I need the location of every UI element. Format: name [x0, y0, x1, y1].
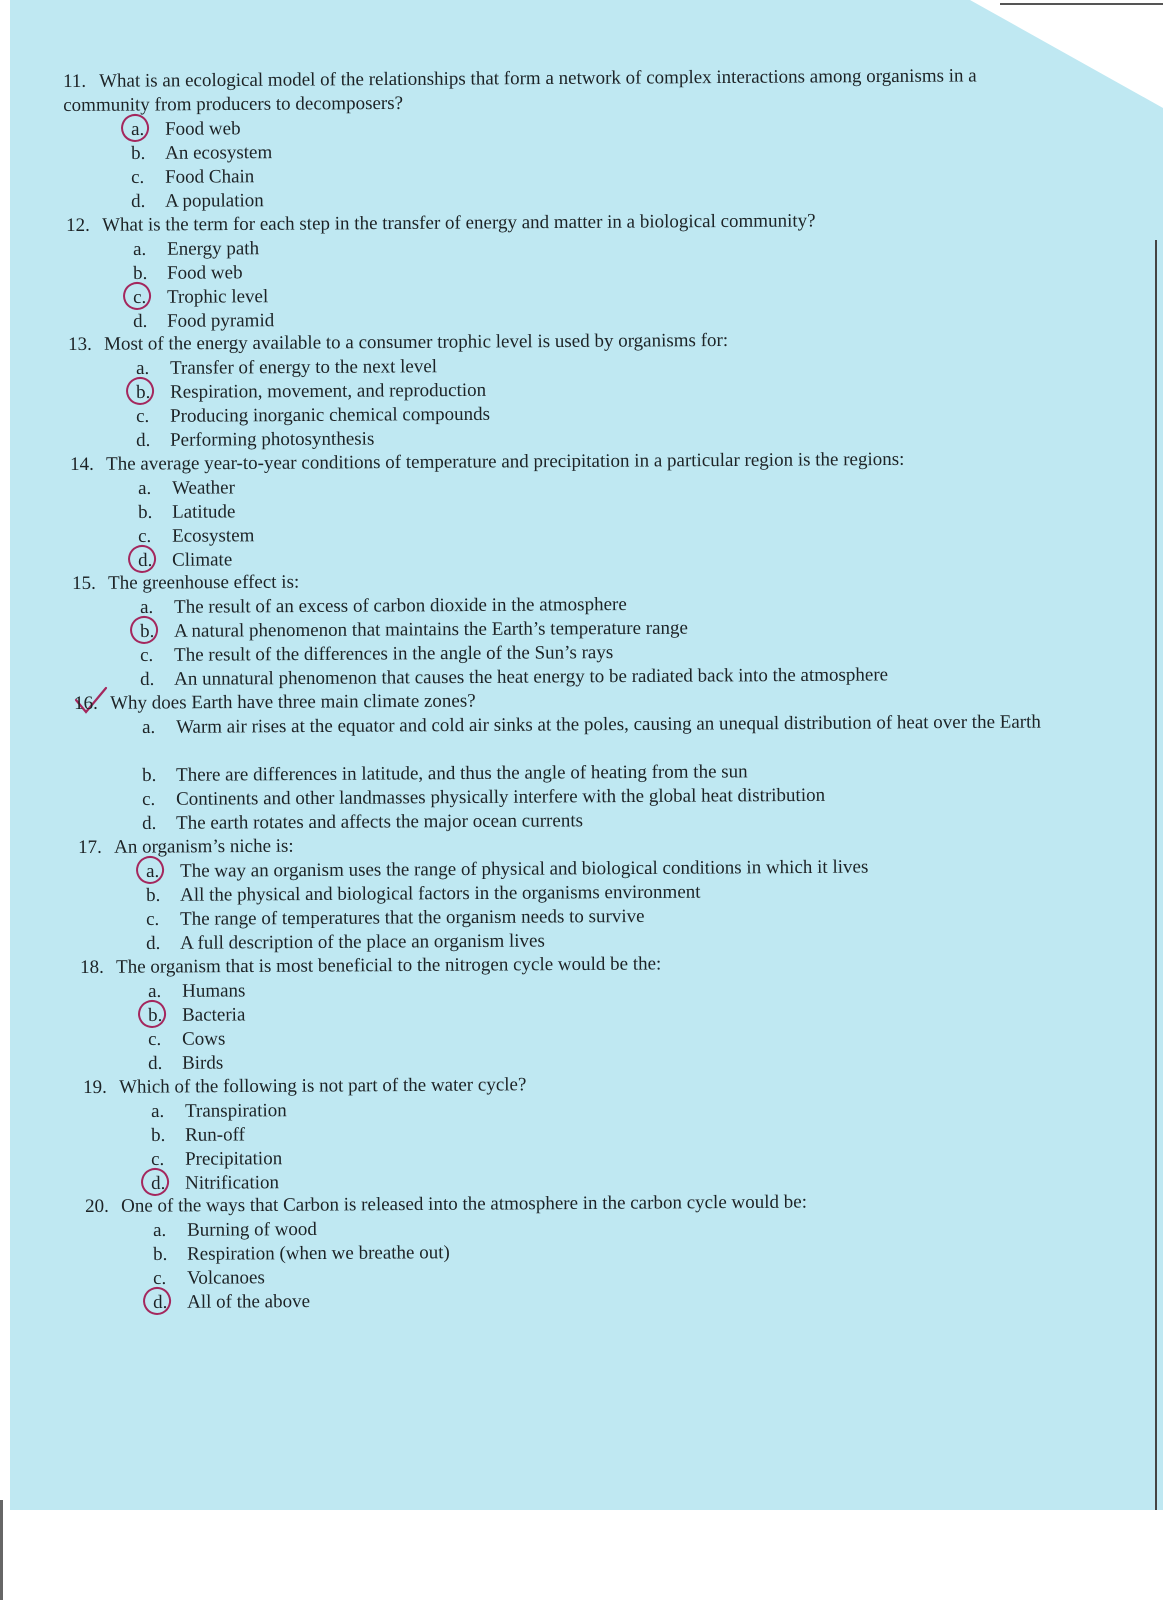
option-text: Run-off: [185, 1124, 245, 1146]
option-letter: a.: [136, 357, 150, 379]
option-text: An unnatural phenomenon that causes the heat energy to be radiated back into the atmosphere: [174, 664, 889, 690]
option-17d: [146, 930, 545, 956]
question-16: [74, 690, 476, 716]
question-text: One of the ways that Carbon is released into the atmosphere in the carbon cycle would be:: [121, 1191, 808, 1217]
option-19a: [151, 1099, 287, 1124]
scan-edge: [1000, 3, 1163, 5]
option-text: Precipitation: [185, 1148, 283, 1170]
option-text: Volcanoes: [187, 1267, 265, 1289]
option-letter: a.: [133, 238, 147, 260]
option-letter: a.: [142, 716, 156, 738]
option-text: All of the above: [187, 1291, 311, 1313]
option-text: Ecosystem: [172, 525, 255, 547]
option-text: The range of temperatures that the organism needs to survive: [180, 905, 645, 930]
question-text-continued: community from producers to decomposers?: [63, 92, 404, 116]
question-number: 11.: [63, 70, 87, 92]
option-18a: [148, 979, 245, 1004]
option-18d: [148, 1052, 223, 1076]
option-text: Respiration, movement, and reproduction: [170, 379, 487, 403]
question-15: [72, 571, 299, 596]
question-20: [85, 1191, 807, 1219]
option-15a: [140, 593, 627, 620]
option-13b: [136, 379, 486, 405]
option-letter: d.: [151, 1172, 166, 1194]
option-letter: a.: [140, 596, 154, 618]
option-13c: [136, 403, 490, 429]
question-18: [80, 952, 661, 980]
option-15c: [140, 641, 613, 668]
option-11a: [131, 117, 241, 142]
option-11d: [131, 189, 264, 214]
option-letter: d.: [140, 668, 155, 690]
question-12: [66, 209, 816, 238]
scan-edge: [1155, 240, 1157, 1510]
option-12b: [133, 261, 243, 286]
option-letter: c.: [142, 788, 156, 810]
option-letter: d.: [142, 812, 157, 834]
option-text: There are differences in latitude, and thus the angle of heating from the sun: [176, 761, 748, 786]
option-13d: [136, 428, 374, 453]
option-letter: c.: [131, 166, 145, 188]
option-text: An ecosystem: [165, 142, 273, 164]
option-text: Transfer of energy to the next level: [170, 356, 438, 379]
question-14: [70, 448, 904, 477]
option-text: Warm air rises at the equator and cold air sinks at the poles, causing an unequal distribution of heat over the Earth: [176, 711, 1041, 738]
option-13a: [136, 355, 437, 381]
question-number: 18.: [80, 956, 104, 978]
option-16d: [142, 809, 583, 836]
question-number: 15.: [72, 572, 96, 594]
question-text: What is the term for each step in the transfer of energy and matter in a biological community?: [102, 210, 816, 236]
option-19b: [151, 1123, 245, 1148]
option-letter: c.: [136, 405, 150, 427]
option-letter: d.: [131, 190, 146, 212]
question-text: The greenhouse effect is:: [108, 571, 300, 594]
option-letter: a.: [153, 1219, 167, 1241]
option-letter: d.: [136, 429, 151, 451]
option-text: Bacteria: [182, 1004, 246, 1026]
option-12a: [133, 237, 259, 262]
question-text: What is an ecological model of the relationships that form a network of complex interactions among organisms in a: [99, 65, 977, 92]
option-text: The earth rotates and affects the major ocean currents: [176, 810, 584, 834]
option-letter: c.: [140, 644, 154, 666]
option-letter: c.: [151, 1148, 165, 1170]
option-12d: [133, 309, 274, 334]
option-19d: [151, 1171, 279, 1196]
question-number: 20.: [85, 1195, 109, 1217]
option-14c: [138, 524, 254, 549]
question-17: [78, 835, 294, 860]
option-letter: b.: [142, 764, 157, 786]
option-20d: [153, 1290, 310, 1315]
option-text: The result of an excess of carbon dioxide in the atmosphere: [174, 594, 627, 618]
option-text: Climate: [172, 549, 233, 571]
option-text: Producing inorganic chemical compounds: [170, 403, 491, 427]
option-text: Respiration (when we breathe out): [187, 1242, 450, 1265]
option-16b: [142, 760, 748, 788]
option-15b: [140, 617, 688, 644]
option-text: Food pyramid: [167, 310, 275, 332]
option-17b: [146, 881, 701, 908]
question-number: 12.: [66, 214, 90, 236]
option-letter: b.: [133, 262, 148, 284]
option-text: The result of the differences in the angle of the Sun’s rays: [174, 642, 614, 666]
option-14b: [138, 500, 235, 525]
option-text: Performing photosynthesis: [170, 428, 375, 451]
option-text: A natural phenomenon that maintains the Earth’s temperature range: [174, 617, 689, 642]
option-11b: [131, 141, 272, 166]
option-text: Birds: [182, 1052, 224, 1074]
option-letter: c.: [146, 908, 160, 930]
question-number: 16.: [74, 692, 98, 714]
question-text: Most of the energy available to a consumer trophic level is used by organisms for:: [104, 329, 729, 355]
question-text: An organism’s niche is:: [114, 835, 294, 858]
option-letter: d.: [133, 310, 148, 332]
option-14d: [138, 548, 232, 573]
option-letter: b.: [138, 501, 153, 523]
option-letter: b.: [131, 142, 146, 164]
option-letter: b.: [151, 1124, 166, 1146]
option-letter: b.: [153, 1243, 168, 1265]
option-text: A full description of the place an organism lives: [180, 930, 545, 954]
option-text: Food web: [167, 262, 243, 284]
option-letter: c.: [148, 1028, 162, 1050]
option-text: Cows: [182, 1028, 226, 1050]
option-20c: [153, 1266, 265, 1291]
question-text: Why does Earth have three main climate zones?: [110, 690, 476, 714]
option-text: All the physical and biological factors in the organisms environment: [180, 881, 701, 906]
option-letter: b.: [148, 1004, 163, 1026]
option-text: Food Chain: [165, 166, 255, 188]
option-17a: [146, 856, 868, 884]
question-number: 19.: [83, 1076, 107, 1098]
question-number: 17.: [78, 836, 102, 858]
option-12c: [133, 285, 268, 310]
option-letter: c.: [138, 525, 152, 547]
question-text: Which of the following is not part of the water cycle?: [119, 1074, 527, 1098]
option-18c: [148, 1028, 225, 1052]
option-letter: a.: [148, 980, 162, 1002]
scan-edge: [0, 1500, 3, 1600]
option-14a: [138, 476, 235, 501]
option-letter: c.: [153, 1267, 167, 1289]
option-text: The way an organism uses the range of physical and biological conditions in which it lives: [180, 856, 869, 882]
option-17c: [146, 905, 645, 932]
question-text: The average year-to-year conditions of temperature and precipitation in a particular region is the regions:: [106, 448, 905, 475]
option-text: A population: [165, 190, 264, 212]
option-11c: [131, 165, 254, 190]
option-letter: d.: [138, 549, 153, 571]
option-text: Weather: [172, 477, 235, 499]
option-letter: a.: [151, 1100, 165, 1122]
option-letter: a.: [146, 860, 160, 882]
option-text: Food web: [165, 118, 241, 140]
question-text: The organism that is most beneficial to the nitrogen cycle would be the:: [116, 953, 662, 978]
option-letter: b.: [136, 381, 151, 403]
option-letter: b.: [146, 884, 161, 906]
question-number: 14.: [70, 453, 94, 475]
question-19: [83, 1073, 526, 1100]
option-letter: c.: [133, 286, 147, 308]
question-13: [68, 329, 728, 357]
option-text: Energy path: [167, 238, 260, 260]
option-letter: a.: [138, 477, 152, 499]
option-text: Latitude: [172, 501, 236, 523]
option-text: Nitrification: [185, 1172, 280, 1194]
option-text: Transpiration: [185, 1100, 287, 1122]
option-text: Humans: [182, 980, 246, 1002]
option-15d: [140, 663, 888, 692]
question-11: [63, 64, 977, 118]
option-20b: [153, 1241, 450, 1267]
question-number: 13.: [68, 333, 92, 355]
option-letter: a.: [131, 118, 145, 140]
option-text: Trophic level: [167, 286, 269, 308]
option-text: Continents and other landmasses physically interfere with the global heat distribution: [176, 784, 826, 810]
option-letter: b.: [140, 620, 155, 642]
option-text: Burning of wood: [187, 1218, 317, 1241]
option-20a: [153, 1218, 317, 1243]
option-letter: d.: [153, 1291, 168, 1313]
option-letter: d.: [148, 1052, 163, 1074]
option-18b: [148, 1003, 245, 1028]
option-16c: [142, 784, 825, 812]
option-19c: [151, 1147, 282, 1172]
option-letter: d.: [146, 932, 161, 954]
